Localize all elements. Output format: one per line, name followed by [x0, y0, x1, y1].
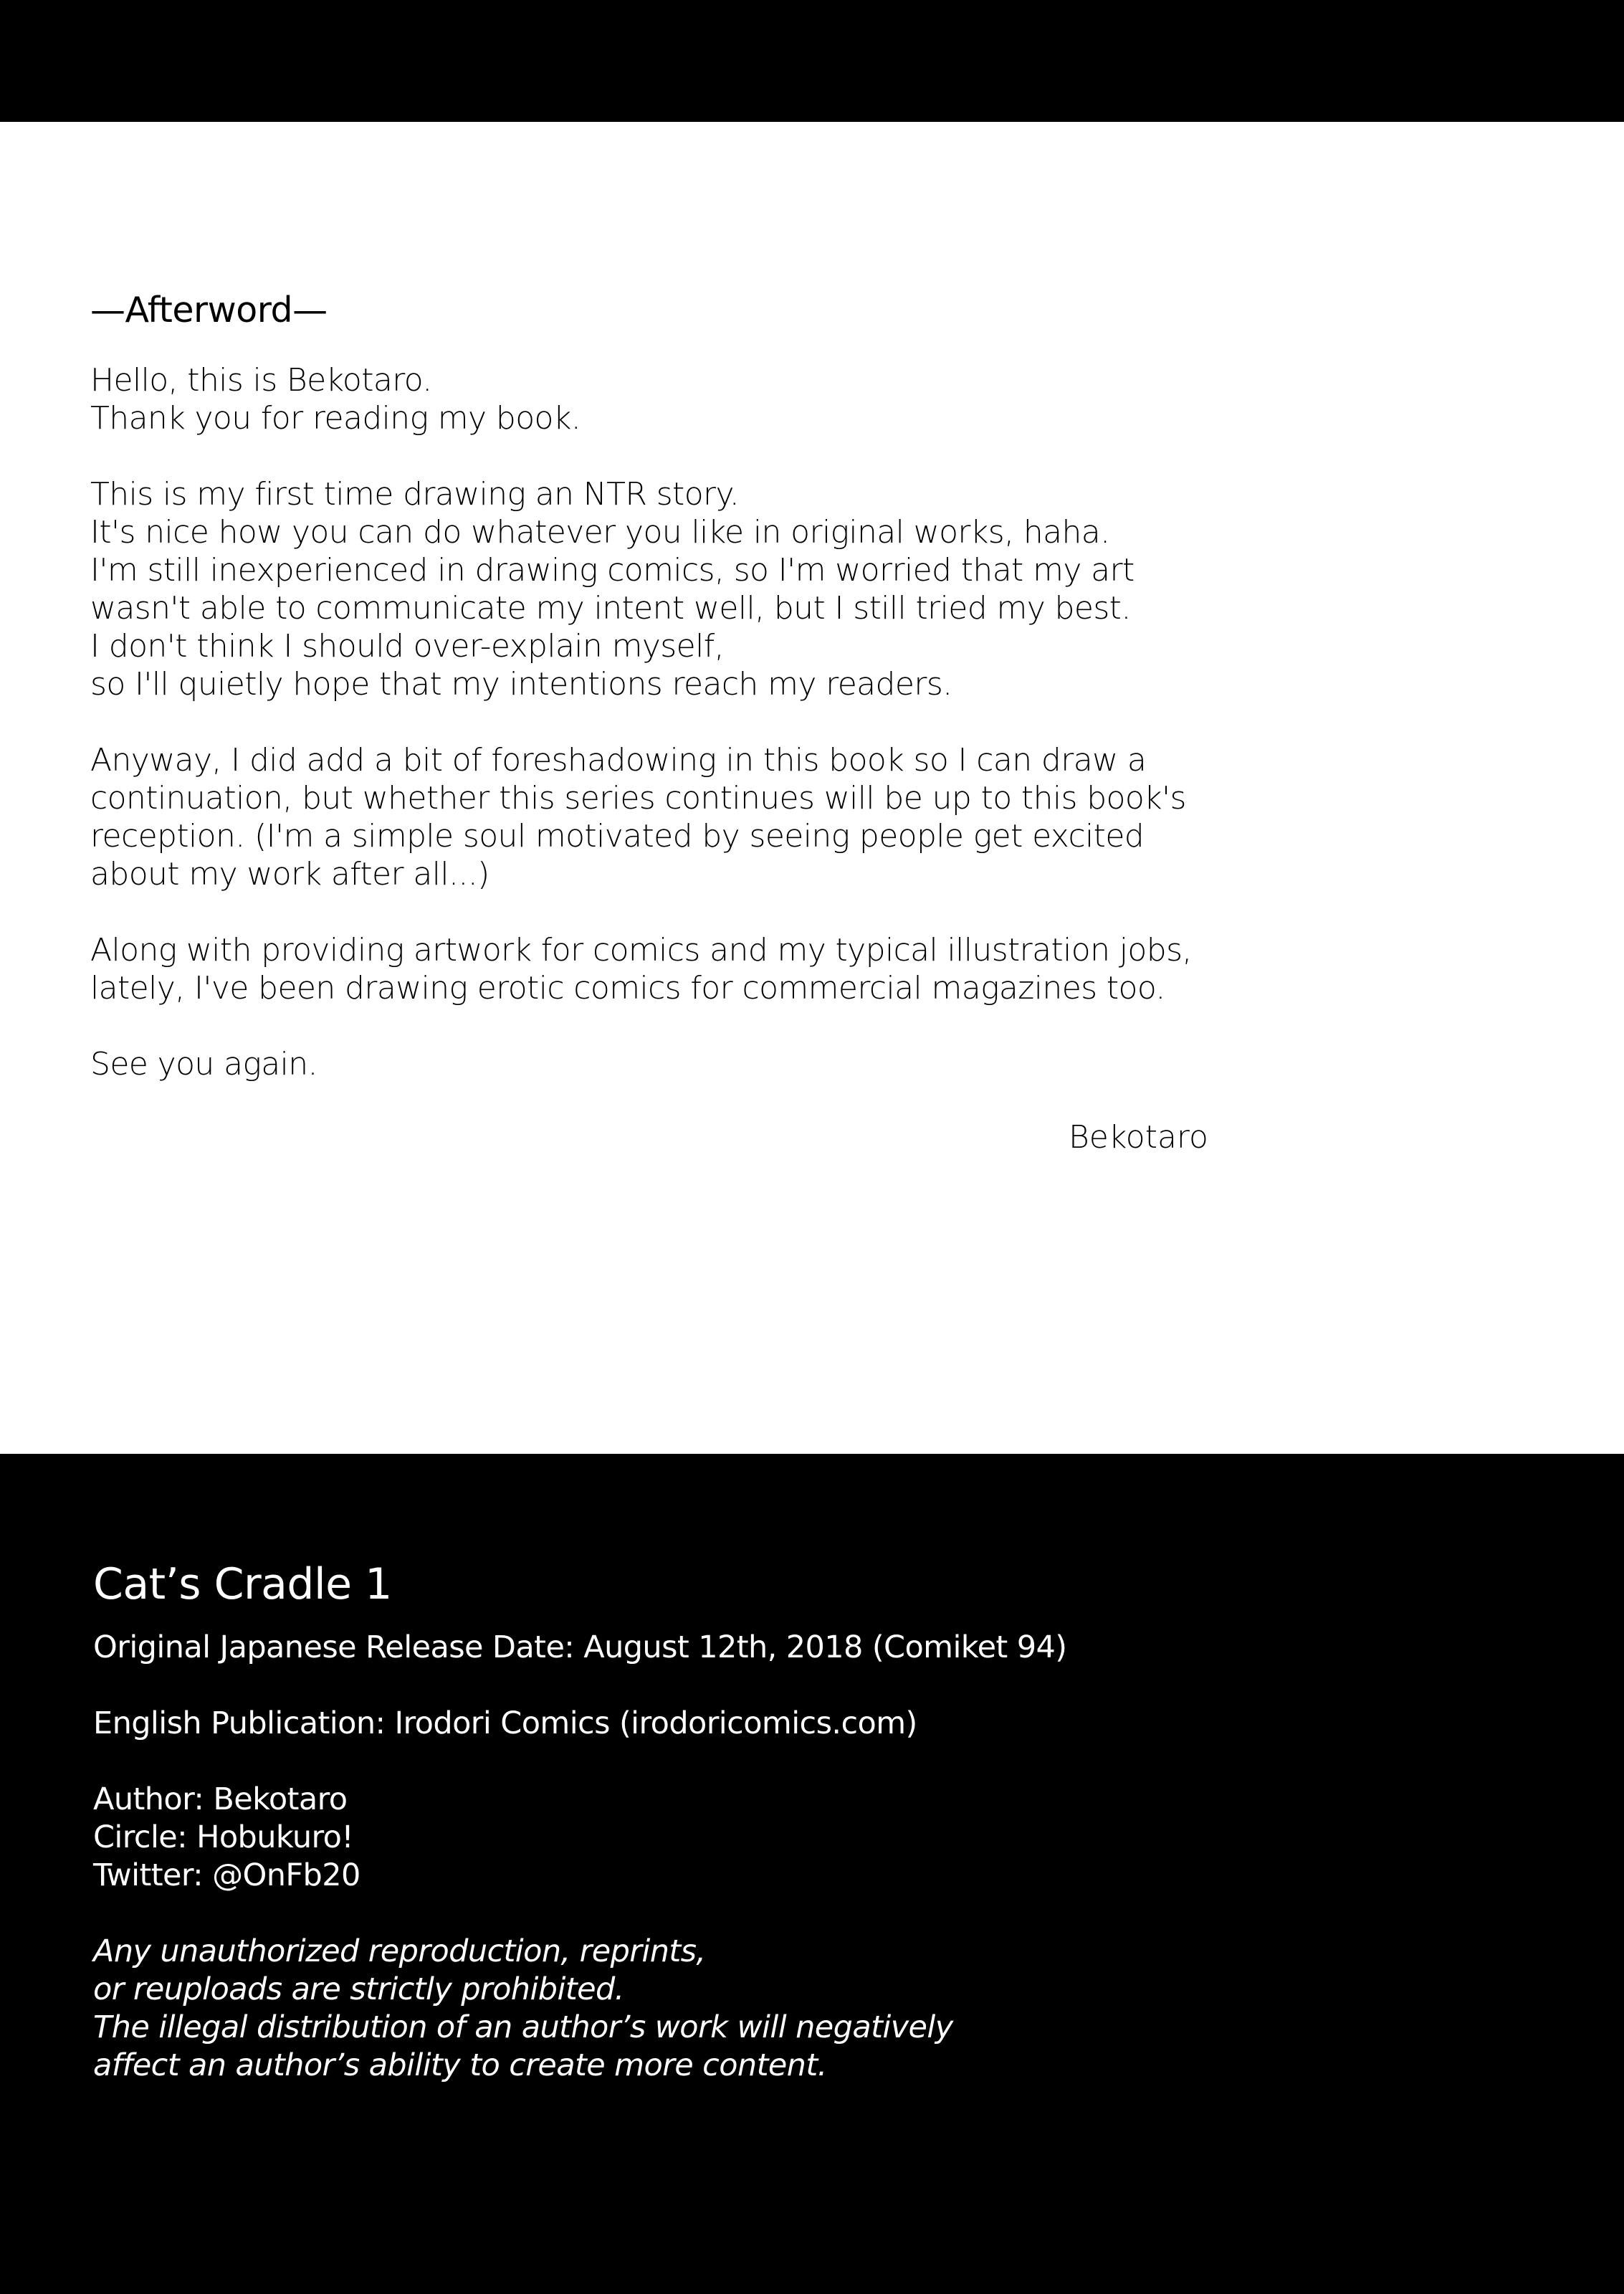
- circle-line: Circle: Hobukuro!: [93, 1819, 354, 1855]
- afterword-section: [90, 285, 1208, 1156]
- book-title: Cat’s Cradle 1: [93, 1559, 392, 1609]
- afterword-paragraph-5: See you again.: [90, 1046, 317, 1082]
- author-info: [93, 1781, 1455, 1895]
- credits-section: [93, 1556, 1455, 2123]
- author-line: Author: Bekotaro: [93, 1781, 348, 1817]
- afterword-paragraph-1: Hello, this is Bekotaro. Thank you for reading my book.: [90, 362, 581, 437]
- twitter-line: Twitter: @OnFb20: [93, 1857, 360, 1893]
- release-date: Original Japanese Release Date: August 12th, 2018 (Comiket 94): [93, 1629, 1067, 1665]
- top-black-band: [0, 0, 1624, 122]
- afterword-paragraph-3: Anyway, I did add a bit of foreshadowing in this book so I can draw a continuation, but whether this series continues will be up to this book's reception. (I'm a simple soul motivated by seeing people get excited about my work after all...): [90, 742, 1186, 893]
- afterword-heading: —Afterword—: [90, 290, 328, 330]
- copyright-notice: Any unauthorized reproduction, reprints, or reuploads are strictly prohibited. The illegal distribution of an author’s work will negatively affect an author’s ability to create more content.: [93, 1933, 953, 2083]
- english-publication: English Publication: Irodori Comics (irodoricomics.com): [93, 1705, 917, 1741]
- afterword-paragraph-2: This is my first time drawing an NTR story. It's nice how you can do whatever you like in original works, haha. I'm still inexperienced in drawing comics, so I'm worried that my art wasn't able to communicate my intent well, but I still tried my best. I don't think I should over-explain myself, so I'll quietly hope that my intentions reach my readers.: [90, 476, 1135, 703]
- afterword-signature: Bekotaro: [1069, 1119, 1208, 1156]
- afterword-paragraph-4: Along with providing artwork for comics and my typical illustration jobs, lately, I've been drawing erotic comics for commercial magazines too.: [90, 932, 1192, 1006]
